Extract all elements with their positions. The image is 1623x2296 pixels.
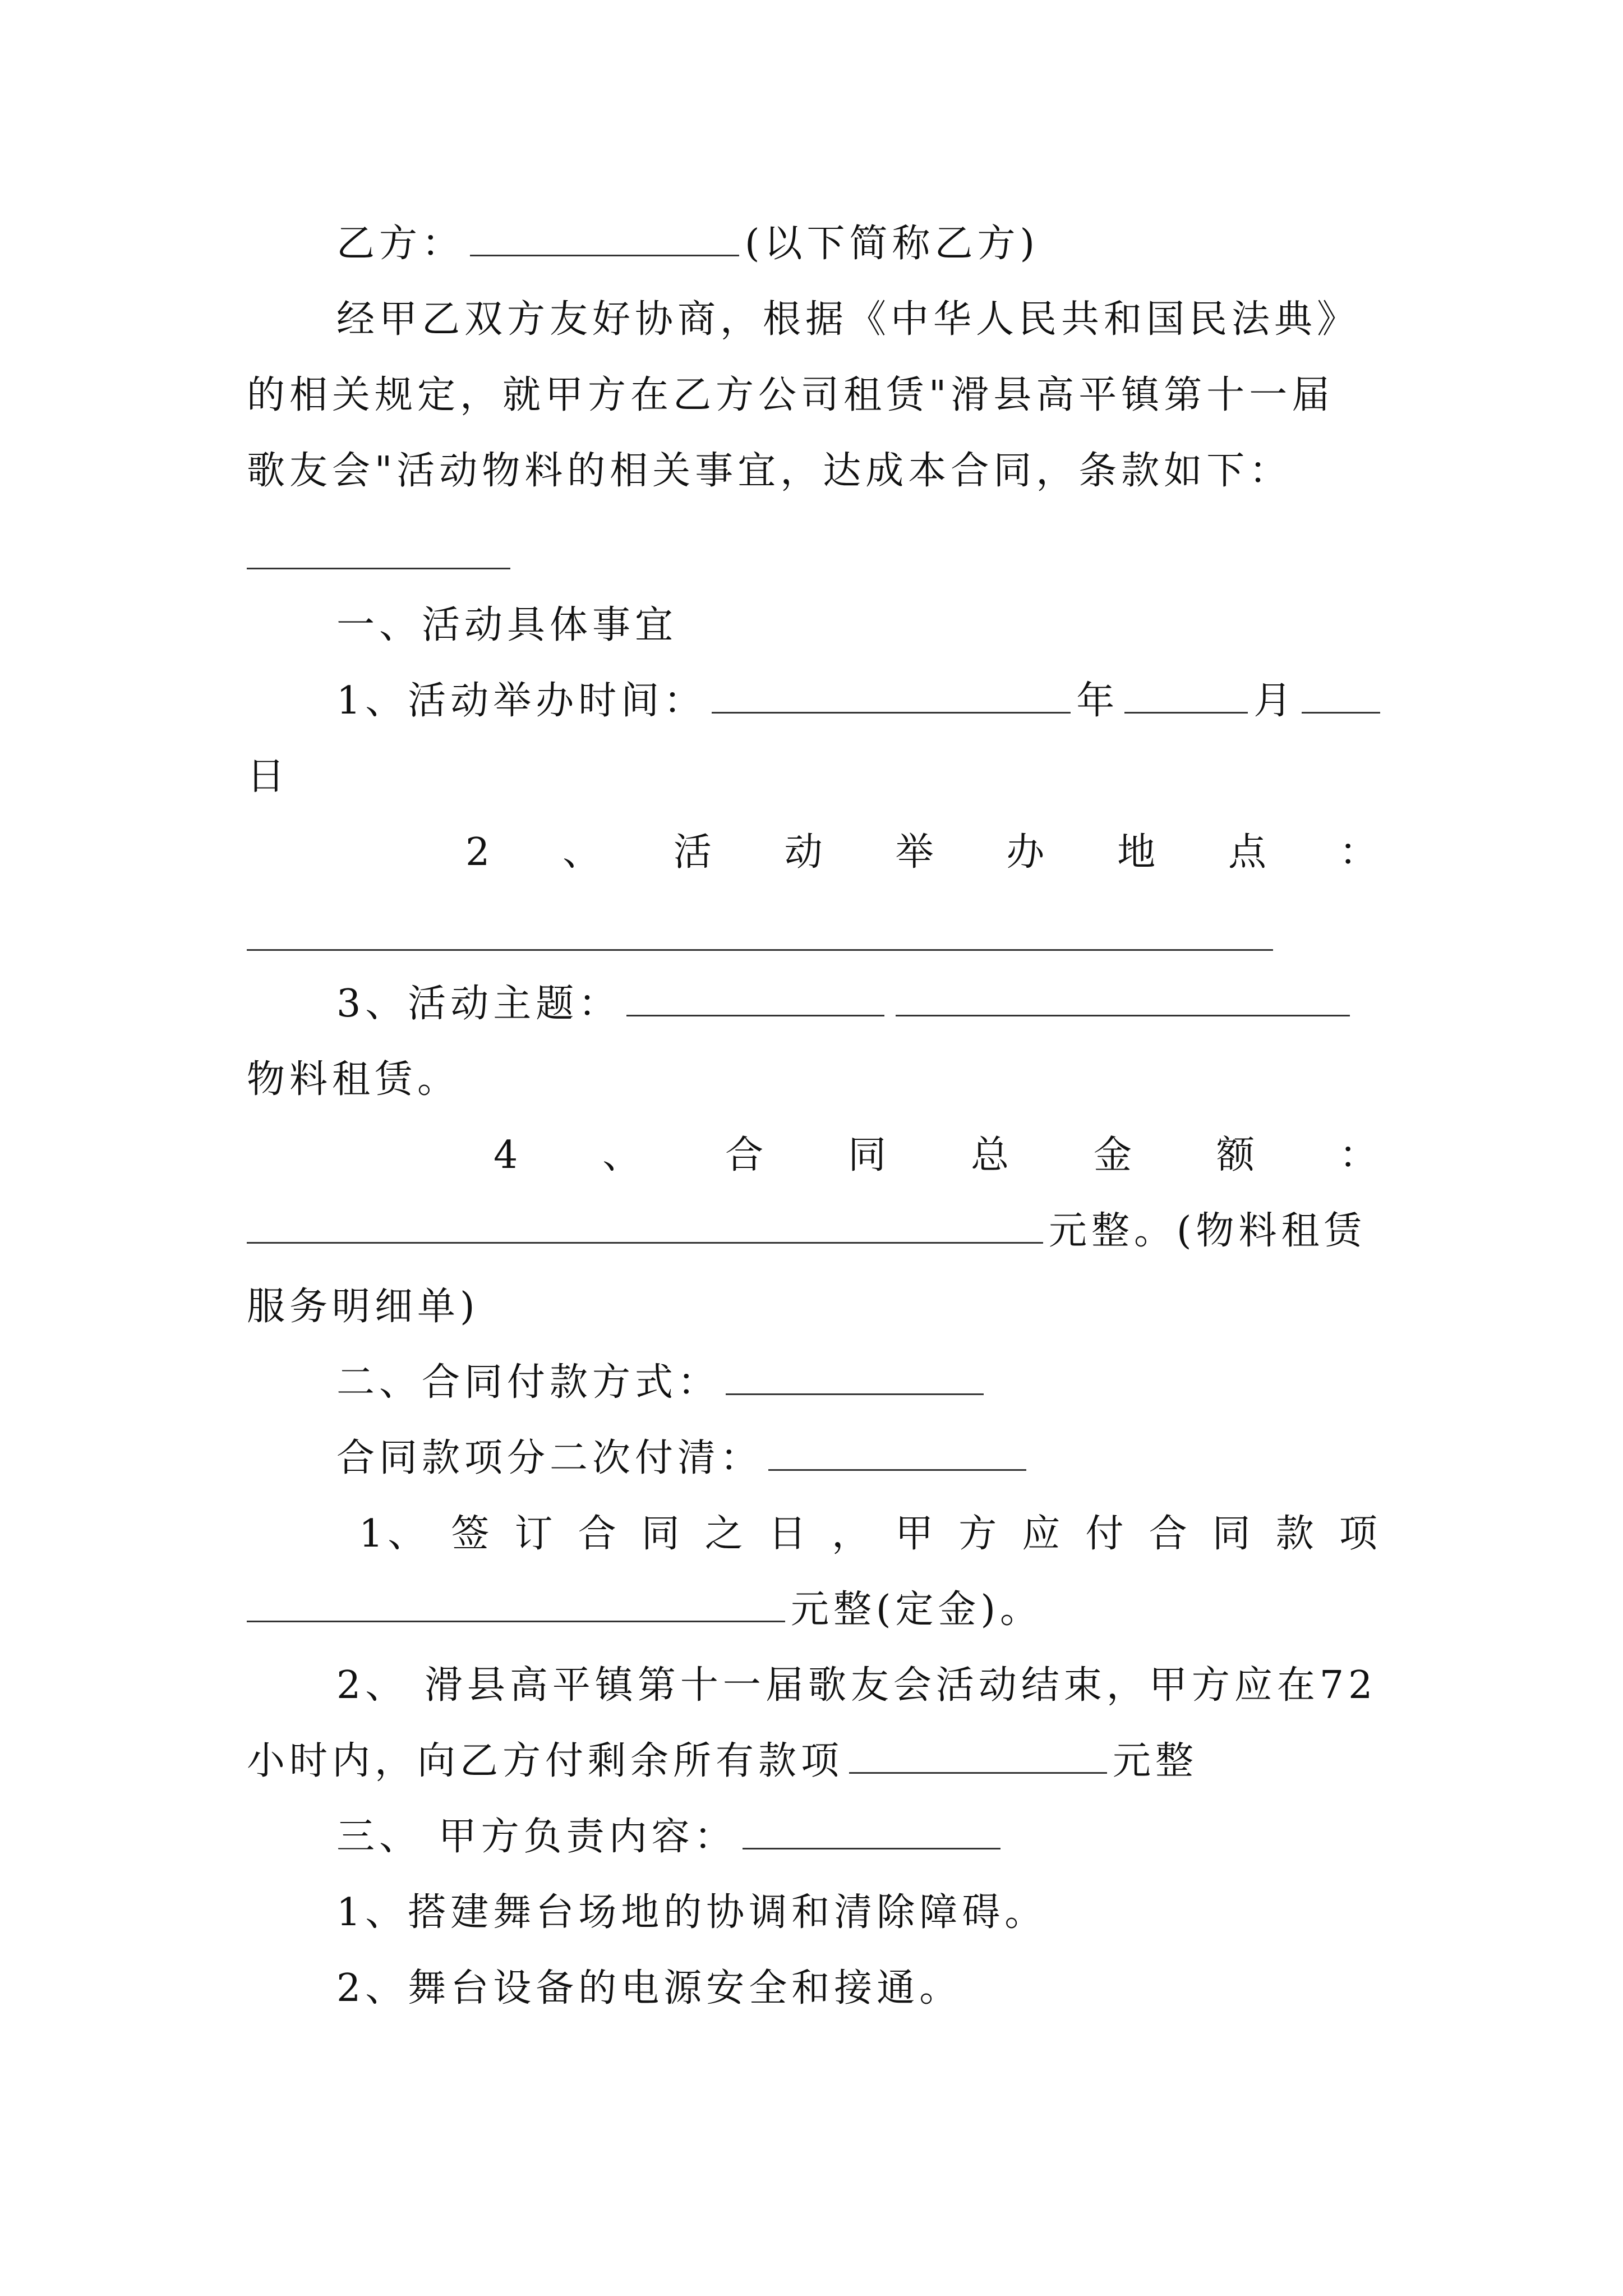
event-day-blank <box>1302 671 1380 714</box>
deposit-char: 合 <box>1149 1512 1192 1556</box>
deposit-char: 合 <box>578 1512 621 1556</box>
total-char: 金 <box>1094 1133 1137 1177</box>
party-a-duties-line <box>336 1806 1382 1868</box>
deposit-line <box>359 1503 1382 1565</box>
loc-char: 举 <box>895 830 938 875</box>
event-theme-blank-2 <box>896 974 1350 1016</box>
loc-char: 、 <box>562 830 606 875</box>
blank-line-after-intro <box>247 567 510 569</box>
payment-method-blank <box>726 1353 984 1395</box>
deposit-char: 日 <box>768 1512 811 1556</box>
deposit-char: 应 <box>1022 1512 1065 1556</box>
deposit-char: 付 <box>1085 1512 1128 1556</box>
deposit-yuan-label: 元整(定金)。 <box>791 1588 1043 1632</box>
deposit-char: 款 <box>1275 1512 1318 1556</box>
event-location-line <box>465 822 1382 884</box>
total-char: 4 <box>494 1133 523 1177</box>
deposit-char: 同 <box>1212 1512 1255 1556</box>
section-1-heading: 一、活动具体事宜 <box>336 603 678 647</box>
final-yuan-label: 元整 <box>1113 1739 1198 1783</box>
loc-char: 活 <box>673 830 716 875</box>
deposit-char: 甲 <box>895 1512 938 1556</box>
two-installments-line <box>336 1428 1382 1489</box>
event-time-label: 1、活动举办时间： <box>336 679 707 723</box>
event-theme-line <box>336 973 1382 1035</box>
intro-line-1: 经甲乙双方友好协商，根据《中华人民共和国民法典》 <box>336 297 1360 342</box>
event-time-line <box>336 670 1382 732</box>
material-rental-text: 物料租赁。 <box>247 1057 460 1102</box>
total-char: 、 <box>602 1133 645 1177</box>
two-installments-label: 合同款项分二次付清： <box>336 1436 763 1480</box>
deposit-char: ， <box>832 1512 875 1556</box>
deposit-char: 项 <box>1339 1512 1382 1556</box>
month-label: 月 <box>1253 679 1297 723</box>
total-char: 合 <box>725 1133 768 1177</box>
final-payment-line-2 <box>247 1731 1382 1792</box>
final-payment-blank <box>849 1732 1107 1774</box>
total-char: 同 <box>848 1133 891 1177</box>
party-a-duties-blank <box>743 1807 1000 1849</box>
service-detail-text: 服务明细单) <box>247 1285 479 1329</box>
deposit-amount-blank <box>247 1580 785 1622</box>
two-installments-blank <box>768 1429 1026 1471</box>
payment-method-label: 二、合同付款方式： <box>336 1360 721 1405</box>
total-char: 总 <box>971 1133 1014 1177</box>
intro-line-3: 歌友会"活动物料的相关事宜，达成本合同，条款如下： <box>247 449 1292 493</box>
loc-char: 2 <box>465 830 495 875</box>
intro-line-2: 的相关规定，就甲方在乙方公司租赁"滑县高平镇第十一届 <box>247 373 1335 417</box>
deposit-char: 方 <box>958 1512 1002 1556</box>
total-char: 额 <box>1216 1133 1259 1177</box>
yuan-whole-label: 元整。(物料租赁 <box>1049 1209 1367 1253</box>
event-year-blank <box>712 671 1071 714</box>
duty-item-2: 2、舞台设备的电源安全和接通。 <box>336 1966 962 2010</box>
party-a-duties-label: 三、 甲方负责内容： <box>336 1815 737 1859</box>
contract-total-line <box>494 1125 1382 1186</box>
deposit-char: 1、 <box>359 1512 431 1556</box>
duty-item-1: 1、搭建舞台场地的协调和清除障碍。 <box>336 1890 1048 1935</box>
event-theme-label: 3、活动主题： <box>336 982 621 1026</box>
final-payment-label: 小时内，向乙方付剩余所有款项 <box>247 1739 844 1783</box>
deposit-amount-line <box>247 1579 1382 1641</box>
party-b-abbrev: (以下简称乙方) <box>745 222 1040 266</box>
contract-total-blank <box>247 1202 1043 1244</box>
contract-total-amount-line <box>247 1200 1382 1262</box>
loc-char: ： <box>1339 830 1382 875</box>
party-b-blank <box>470 214 739 256</box>
final-payment-line-1: 2、 滑县高平镇第十一届歌友会活动结束，甲方应在72 <box>336 1663 1377 1708</box>
event-location-blank <box>247 948 1273 951</box>
loc-char: 点 <box>1228 830 1271 875</box>
payment-method-line <box>336 1352 1382 1414</box>
loc-char: 动 <box>784 830 827 875</box>
party-b-label: 乙方： <box>336 222 465 266</box>
party-b-line <box>336 213 1382 275</box>
day-label: 日 <box>247 754 290 799</box>
deposit-char: 订 <box>514 1512 557 1556</box>
loc-char: 办 <box>1006 830 1049 875</box>
deposit-char: 之 <box>704 1512 748 1556</box>
year-label: 年 <box>1076 679 1119 723</box>
loc-char: 地 <box>1117 830 1160 875</box>
event-theme-blank-1 <box>626 974 884 1016</box>
deposit-char: 签 <box>451 1512 494 1556</box>
total-char: ： <box>1339 1133 1382 1177</box>
deposit-char: 同 <box>641 1512 684 1556</box>
event-month-blank <box>1124 671 1248 714</box>
